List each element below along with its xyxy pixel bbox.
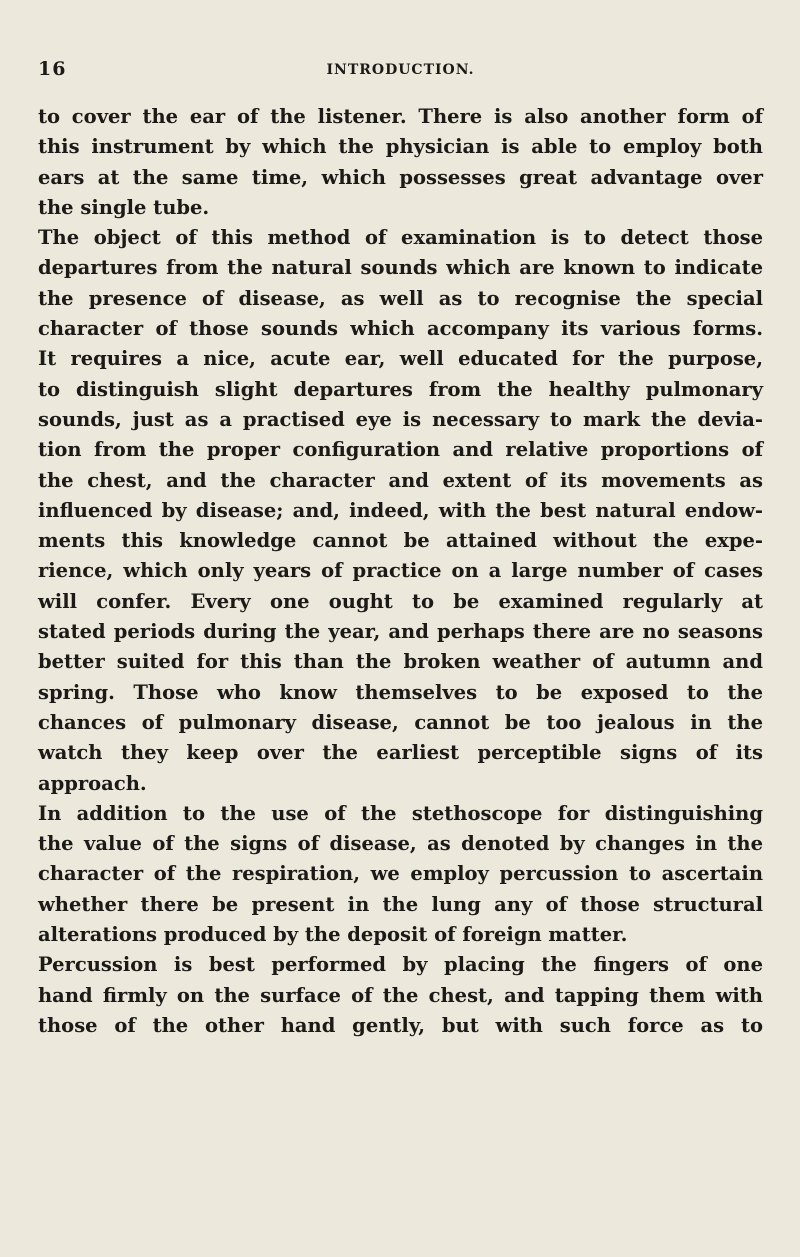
text-line: sounds, just as a practised eye is necessary to mark the devia-: [38, 407, 763, 431]
body-text: [38, 102, 763, 1041]
text-line: alterations produced by the deposit of foreign matter.: [38, 923, 628, 947]
text-line: tion from the proper configuration and relative proportions of: [38, 438, 763, 462]
text-line: Percussion is best performed by placing the fingers of one: [38, 953, 763, 977]
text-line: rience, which only years of practice on a large number of cases: [38, 559, 763, 583]
text-line: the chest, and the character and extent of its movements as: [38, 468, 763, 492]
text-line: character of those sounds which accompany its various forms.: [38, 317, 763, 341]
running-head: [38, 58, 763, 88]
text-line: hand firmly on the surface of the chest, and tapping them with: [38, 983, 763, 1007]
text-line: to distinguish slight departures from the healthy pulmonary: [38, 377, 763, 401]
text-line: ears at the same time, which possesses great advantage over: [38, 165, 763, 189]
text-line: The object of this method of examination is to detect those: [38, 226, 763, 250]
running-title: INTRODUCTION.: [326, 62, 475, 78]
text-line: ments this knowledge cannot be attained without the expe-: [38, 529, 763, 553]
text-line: whether there be present in the lung any of those structural: [38, 892, 763, 916]
text-line: chances of pulmonary disease, cannot be too jealous in the: [38, 710, 763, 734]
page-number: 16: [38, 58, 67, 80]
text-line: departures from the natural sounds which are known to indicate: [38, 256, 763, 280]
text-line: approach.: [38, 771, 147, 795]
text-line: will confer. Every one ought to be examined regularly at: [38, 589, 763, 613]
text-line: In addition to the use of the stethoscope for distinguishing: [38, 801, 763, 825]
text-line: the value of the signs of disease, as denoted by changes in the: [38, 832, 763, 856]
text-line: watch they keep over the earliest perceptible signs of its: [38, 741, 763, 765]
text-line: those of the other hand gently, but with such force as to: [38, 1013, 763, 1037]
text-line: the presence of disease, as well as to recognise the special: [38, 286, 763, 310]
text-line: this instrument by which the physician is able to employ both: [38, 135, 763, 159]
text-line: influenced by disease; and, indeed, with the best natural endow-: [38, 498, 763, 522]
text-line: better suited for this than the broken weather of autumn and: [38, 650, 763, 674]
text-line: to cover the ear of the listener. There is also another form of: [38, 105, 763, 128]
text-line: spring. Those who know themselves to be exposed to the: [38, 680, 763, 704]
text-line: the single tube.: [38, 195, 210, 219]
text-line: character of the respiration, we employ percussion to ascertain: [38, 862, 763, 886]
text-line: It requires a nice, acute ear, well educated for the purpose,: [38, 347, 763, 371]
text-line: stated periods during the year, and perhaps there are no seasons: [38, 620, 763, 644]
